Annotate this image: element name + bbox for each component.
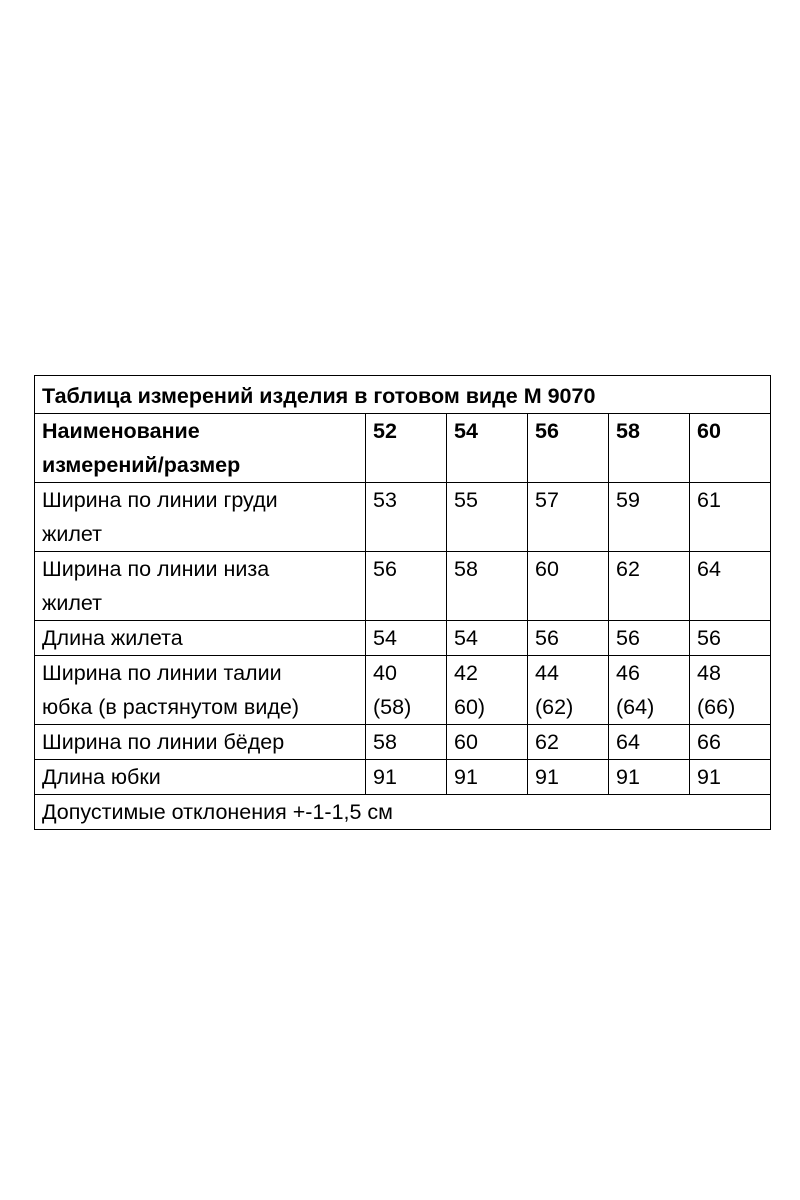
measurement-label-line: жилет — [42, 591, 103, 615]
value-line: 40 — [373, 661, 397, 685]
size-header-cell: 60 — [690, 414, 771, 483]
header-label-line: измерений/размер — [42, 453, 241, 477]
measurement-label-cell — [35, 483, 366, 552]
value-line: (64) — [616, 695, 655, 719]
measurement-label-cell: Ширина по линии бёдер — [35, 725, 366, 760]
value-cell: 91 — [528, 760, 609, 795]
value-cell: 54 — [447, 621, 528, 656]
value-cell: 54 — [366, 621, 447, 656]
measurement-label-cell: Длина юбки — [35, 760, 366, 795]
value-cell: 60 — [528, 552, 609, 621]
value-cell: 62 — [528, 725, 609, 760]
tolerance-note: Допустимые отклонения +-1-1,5 см — [35, 795, 771, 830]
value-cell — [366, 656, 447, 725]
size-measurement-table — [34, 375, 771, 830]
value-cell: 57 — [528, 483, 609, 552]
value-cell: 91 — [690, 760, 771, 795]
value-cell: 56 — [528, 621, 609, 656]
value-cell: 53 — [366, 483, 447, 552]
value-cell: 59 — [609, 483, 690, 552]
measurement-label-line: Ширина по линии талии — [42, 661, 282, 685]
value-cell: 58 — [447, 552, 528, 621]
measurement-label-cell — [35, 656, 366, 725]
value-cell — [609, 656, 690, 725]
value-line: 44 — [535, 661, 559, 685]
size-header-cell: 58 — [609, 414, 690, 483]
measurement-label-line: Ширина по линии низа — [42, 557, 270, 581]
value-line: 60) — [454, 695, 486, 719]
measurement-label-line: юбка (в растянутом виде) — [42, 695, 299, 719]
measurement-label-cell — [35, 552, 366, 621]
table-row — [35, 760, 771, 795]
value-cell: 62 — [609, 552, 690, 621]
measurement-label-cell: Длина жилета — [35, 621, 366, 656]
size-header-cell: 54 — [447, 414, 528, 483]
table-title-row — [35, 376, 771, 414]
value-line: 46 — [616, 661, 640, 685]
value-cell: 55 — [447, 483, 528, 552]
table-row — [35, 725, 771, 760]
value-cell: 60 — [447, 725, 528, 760]
value-cell: 66 — [690, 725, 771, 760]
table-row — [35, 656, 771, 725]
header-label-line: Наименование — [42, 419, 200, 443]
value-cell: 56 — [366, 552, 447, 621]
value-cell — [447, 656, 528, 725]
value-line: (66) — [697, 695, 736, 719]
table-header-row — [35, 414, 771, 483]
value-cell: 56 — [609, 621, 690, 656]
value-line: 48 — [697, 661, 721, 685]
measurement-label-line: жилет — [42, 522, 103, 546]
measurement-label-line: Ширина по линии груди — [42, 488, 278, 512]
size-header-cell: 52 — [366, 414, 447, 483]
value-line: (62) — [535, 695, 574, 719]
table-footer-row — [35, 795, 771, 830]
value-cell: 91 — [447, 760, 528, 795]
table-row — [35, 483, 771, 552]
table-row — [35, 621, 771, 656]
header-label-cell — [35, 414, 366, 483]
value-cell: 58 — [366, 725, 447, 760]
value-line: (58) — [373, 695, 412, 719]
size-header-cell: 56 — [528, 414, 609, 483]
value-cell — [690, 656, 771, 725]
table-row — [35, 552, 771, 621]
value-cell: 91 — [609, 760, 690, 795]
value-cell: 64 — [690, 552, 771, 621]
value-cell — [528, 656, 609, 725]
value-cell: 61 — [690, 483, 771, 552]
table-title: Таблица измерений изделия в готовом виде М 9070 — [35, 376, 771, 414]
value-cell: 91 — [366, 760, 447, 795]
value-cell: 56 — [690, 621, 771, 656]
value-line: 42 — [454, 661, 478, 685]
value-cell: 64 — [609, 725, 690, 760]
